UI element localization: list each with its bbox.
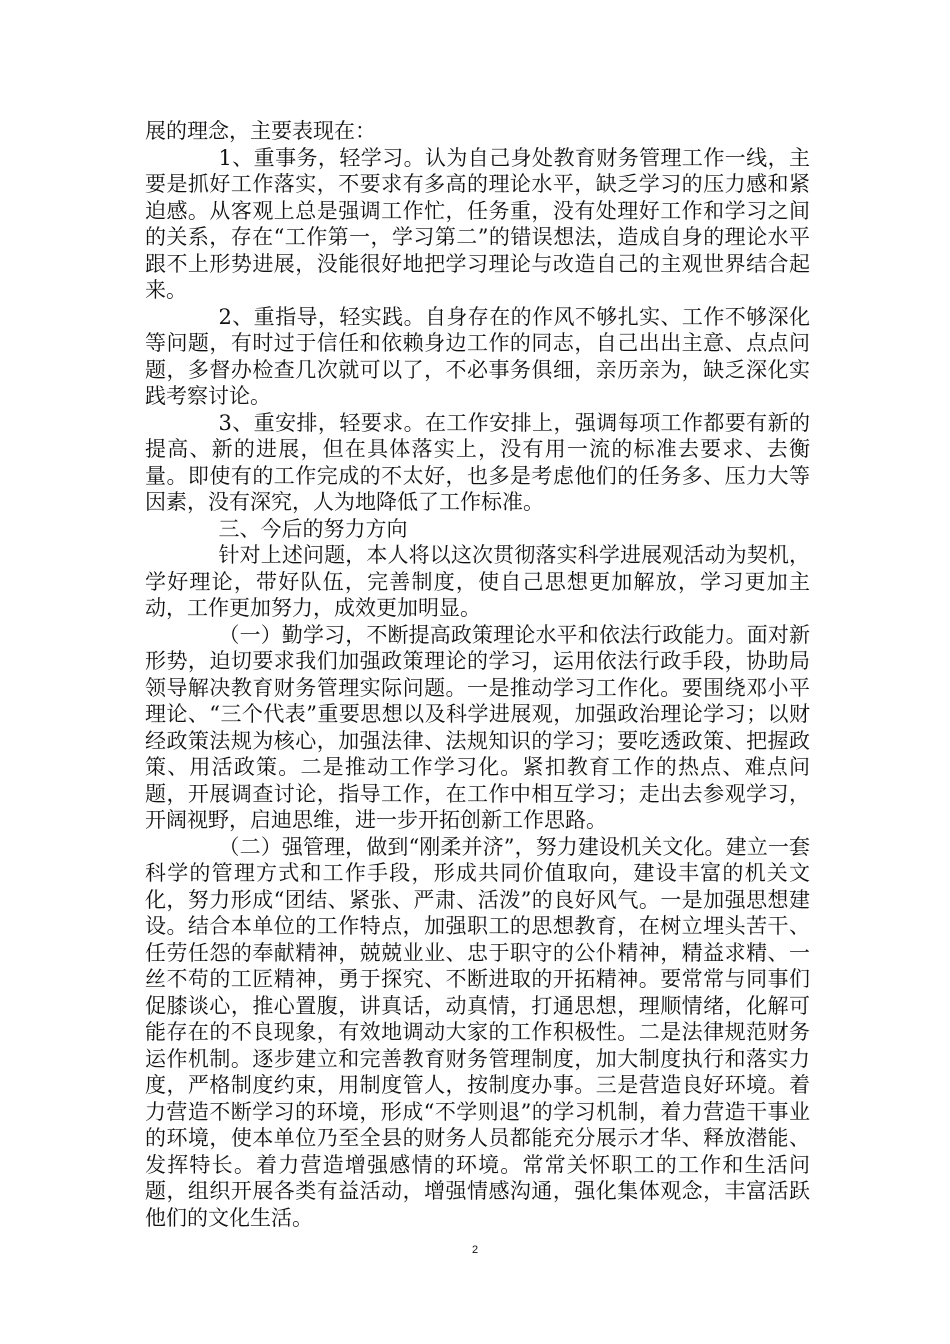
paragraph-item-1: 1、重事务，轻学习。认为自己身处教育财务管理工作一线，主要是抓好工作落实，不要求有多高的理论水平，缺乏学习的压力感和紧迫感。从客观上总是强调工作忙，任务重，没有处理好工作和学习之间的关系，存在“工作第一，学习第二”的错误想法，造成自身的理论水平跟不上形势进展，没能很好地把学习理论与改造自己的主观世界结合起来。	[145, 145, 810, 302]
paragraph-section-intro: 针对上述问题，本人将以这次贯彻落实科学进展观活动为契机，学好理论，带好队伍，完善制度，使自己思想更加解放，学习更加主动，工作更加努力，成效更加明显。	[145, 543, 810, 620]
paragraph-subsection-2: （二）强管理，做到“刚柔并济”，努力建设机关文化。建立一套科学的管理方式和工作手段，形成共同价值取向，建设丰富的机关文化，努力形成“团结、紧张、严肃、活泼”的良好风气。一是加强思想建设。结合本单位的工作特点，加强职工的思想教育，在树立埋头苦干、任劳任怨的奉献精神，兢兢业业、忠于职守的公仆精神，精益求精、一丝不苟的工匠精神，勇于探究、不断进取的开拓精神。要常常与同事们促膝谈心，推心置腹，讲真话，动真情，打通思想，理顺情绪，化解可能存在的不良现象，有效地调动大家的工作积极性。二是法律规范财务运作机制。逐步建立和完善教育财务管理制度，加大制度执行和落实力度，严格制度约束，用制度管人，按制度办事。三是营造良好环境。着力营造不断学习的环境，形成“不学则退”的学习机制，着力营造干事业的环境，使本单位乃至全县的财务人员都能充分展示才华、释放潜能、发挥特长。着力营造增强感情的环境。常常关怀职工的工作和生活问题，组织开展各类有益活动，增强情感沟通，强化集体观念，丰富活跃他们的文化生活。	[145, 834, 810, 1230]
paragraph-item-2: 2、重指导，轻实践。自身存在的作风不够扎实、工作不够深化等问题，有时过于信任和依赖身边工作的同志，自己出出主意、点点问题，多督办检查几次就可以了，不必事务俱细，亲历亲为，缺乏深化实践考察讨论。	[145, 304, 810, 408]
document-body	[145, 118, 810, 1231]
paragraph-intro: 展的理念，主要表现在：	[145, 119, 376, 143]
section-heading: 三、今后的努力方向	[218, 516, 408, 541]
paragraph-item-3: 3、重安排，轻要求。在工作安排上，强调每项工作都要有新的提高、新的进展，但在具体落实上，没有用一流的标准去要求、去衡量。即使有的工作完成的不太好，也多是考虑他们的任务多、压力大等因素，没有深究，人为地降低了工作标准。	[145, 410, 810, 514]
page-number: 2	[471, 1244, 479, 1256]
paragraph-subsection-1: （一）勤学习，不断提高政策理论水平和依法行政能力。面对新形势，迫切要求我们加强政策理论的学习，运用依法行政手段，协助局领导解决教育财务管理实际问题。一是推动学习工作化。要围绕邓小平理论、“三个代表”重要思想以及科学进展观，加强政治理论学习；以财经政策法规为核心，加强法律、法规知识的学习；要吃透政策、把握政策、用活政策。二是推动工作学习化。紧扣教育工作的热点、难点问题，开展调查讨论，指导工作，在工作中相互学习；走出去参观学习，开阔视野，启迪思维，进一步开拓创新工作思路。	[145, 622, 810, 832]
